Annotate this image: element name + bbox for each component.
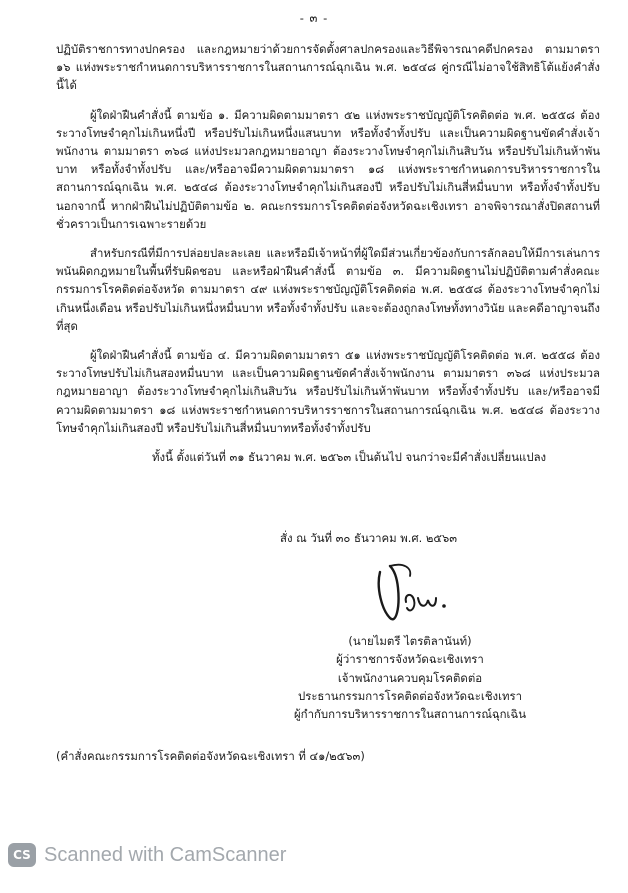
scanner-watermark [8,840,286,870]
document-body [56,40,600,477]
signatory-title: ประธานกรรมการโรคติดต่อจังหวัดฉะเชิงเทรา [297,688,523,703]
signatory-name: (นายไมตรี ไตรติลานันท์) [348,634,472,648]
signatory-title: เจ้าพนักงานควบคุมโรคติดต่อ [337,670,483,685]
page-number: - ๓ - [299,11,329,25]
order-reference: (คำสั่งคณะกรรมการโรคติดต่อจังหวัดฉะเชิงเทรา ที่ ๔๑/๒๕๖๓) [56,749,365,763]
paragraph-effective-date: ทั้งนี้ ตั้งแต่วันที่ ๓๑ ธันวาคม พ.ศ. ๒๕๖๓ เป็นต้นไป จนกว่าจะมีคำสั่งเปลี่ยนแปลง [152,450,547,465]
paragraph-penalty-4: ผู้ใดฝ่าฝืนคำสั่งนี้ ตามข้อ ๔. มีความผิดตามมาตรา ๕๑ แห่งพระราชบัญญัติโรคติดต่อ พ.ศ. ๒๕๕๘ ต้องระวางโทษปรับไม่เกินสองหมื่นบาท และเป็นความผิดฐานขัดคำสั่งเจ้าพนักงาน ตามมาตรา ๓๖๘ แห่งประมวลกฎหมายอาญา ต้องระวางโทษจำคุกไม่เกินสิบวัน หรือปรับไม่เกินห้าพันบาท หรือทั้งจำทั้งปรับ และ/หรืออาจมีความผิดตามมาตรา ๑๘ แห่งพระราชกำหนดการบริหารราชการในสถานการณ์ฉุกเฉิน พ.ศ. ๒๕๔๘ ต้องระวางโทษจำคุกไม่เกินสองปี หรือปรับไม่เกินสี่หมื่นบาทหรือทั้งจำทั้งปรับ [56,348,600,435]
signatory-block [280,632,540,723]
paragraph-continuation: ปฏิบัติราชการทางปกครอง และกฎหมายว่าด้วยการจัดตั้งศาลปกครองและวิธีพิจารณาคดีปกครอง ตามมาตรา ๑๖ แห่งพระราชกำหนดการบริหารราชการในสถานการณ์ฉุกเฉิน พ.ศ. ๒๕๔๘ คู่กรณีไม่อาจใช้สิทธิโต้แย้งคำสั่งนี้ได้ [56,42,600,93]
watermark-text: Scanned with CamScanner [44,843,287,866]
signature-icon [360,558,470,628]
signatory-title: ผู้ว่าราชการจังหวัดฉะเชิงเทรา [336,652,484,667]
paragraph-penalty-3: สำหรับกรณีที่มีการปล่อยปละละเลย และหรือมีเจ้าหน้าที่ผู้ใดมีส่วนเกี่ยวข้องกับการลักลอบให้มีการเล่นการพนันผิดกฎหมายในพื้นที่รับผิดชอบ และหรือฝ่าฝืนคำสั่งนี้ ตามข้อ ๓. มีความผิดฐานไม่ปฏิบัติตามคำสั่งคณะกรรมการโรคติดต่อจังหวัด ตามมาตรา ๔๙ แห่งพระราชบัญญัติโรคติดต่อ พ.ศ. ๒๕๕๘ ต้องระวางโทษจำคุกไม่เกินหนึ่งเดือน หรือปรับไม่เกินหนึ่งหมื่นบาท หรือทั้งจำทั้งปรับ และจะต้องถูกลงโทษทั้งทางวินัย และคดีอาญาจนถึงที่สุด [56,246,600,333]
paragraph-penalty-1: ผู้ใดฝ่าฝืนคำสั่งนี้ ตามข้อ ๑. มีความผิดตามมาตรา ๕๒ แห่งพระราชบัญญัติโรคติดต่อ พ.ศ. ๒๕๕๘ ต้องระวางโทษจำคุกไม่เกินหนึ่งปี หรือปรับไม่เกินหนึ่งแสนบาท หรือทั้งจำทั้งปรับ และเป็นความผิดฐานขัดคำสั่งเจ้าพนักงาน ตามมาตรา ๓๖๘ แห่งประมวลกฎหมายอาญา ต้องระวางโทษจำคุกไม่เกินสิบวัน หรือปรับไม่เกินห้าพันบาท หรือทั้งจำทั้งปรับ และ/หรืออาจมีความผิดตามมาตรา ๑๘ แห่งพระราชกำหนดการบริหารราชการในสถานการณ์ฉุกเฉิน พ.ศ. ๒๕๔๘ ต้องระวางโทษจำคุกไม่เกินสองปี หรือปรับไม่เกินสี่หมื่นบาท หรือทั้งจำทั้งปรับ นอกจากนี้ หากฝ่าฝืนไม่ปฏิบัติตามข้อ ๒. คณะกรรมการโรคติดต่อจังหวัดฉะเชิงเทรา อาจพิจารณาสั่งปิดสถานที่ชั่วคราวเป็นการเฉพาะรายด้วย [56,107,600,231]
signatory-title: ผู้กำกับการบริหารราชการในสถานการณ์ฉุกเฉิน [294,707,526,722]
order-date: สั่ง ณ วันที่ ๓๐ ธันวาคม พ.ศ. ๒๕๖๓ [280,531,458,545]
camscanner-logo-icon: CS [8,843,36,867]
